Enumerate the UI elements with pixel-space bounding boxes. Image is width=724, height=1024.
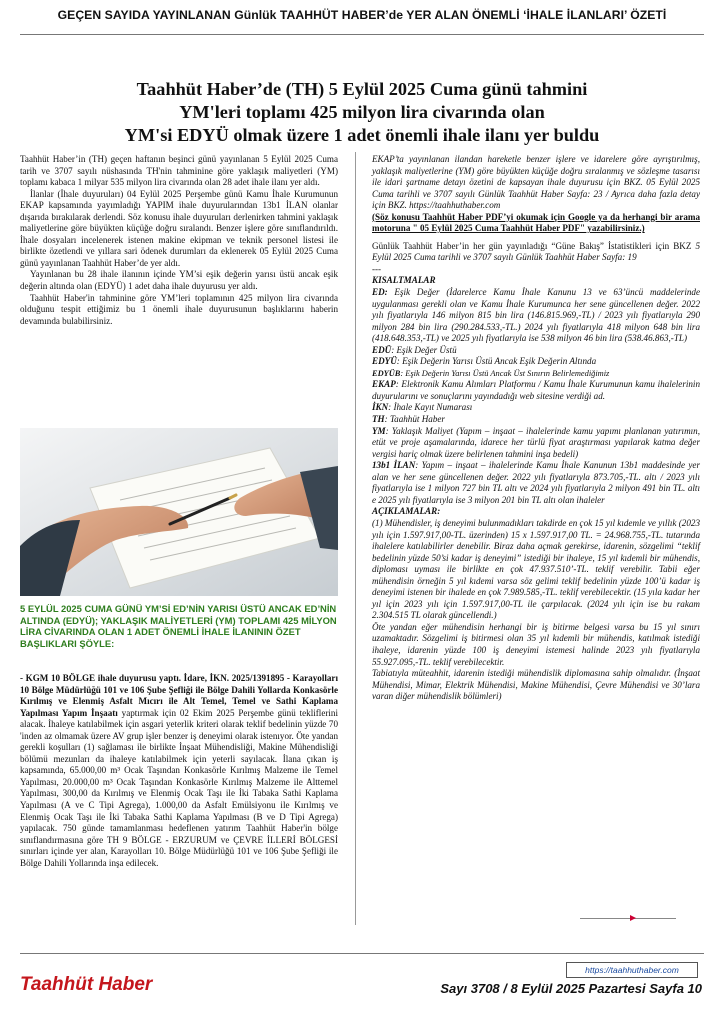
tender-body: yaptırmak için 02 Ekim 2025 Perşembe günü tekliflerini alacak. İhaleye katılabilmek için asgari yeterlik kriteri olarak teklif bedelinin yüzde 70 'inden az olmamak üzere AV grup işler benzer iş deneyimi olarak istenıyor. Öte yandan gerekli koşulları (1) sağlaması ile birlikte İnşaat Mühendisliği, Makine Mühendisliği bölümü mezunları da ihaleye katılabilmek için yeterli sayılacak. İlana çıkan iş kapsamında, 65.000,00 m³ Ocak Taşından Konkasörle Kırılmış Malzeme ile Temel Yapılması, 20.000,00 m³ Ocak Taşından Konkasörle Kırılmış Malzeme ile Alttemel Yapılması, 300,00 da Kırılmış ve Elenmiş Ocak Taşı ile İki Tabaka Sathi Kaplama Yapılması (A ve C Tipi Agrega), 1.000,00 da Asfalt Emülsiyonu ile Kırılmış ve Elenmiş Ocak Taşı ile İki Tabaka Sathi Kaplama Yapılması (B ve D Tipi Agrega) yapılacak. 750 günde tamamlanması hedeflenen yatırım Taahhüt Haber'in bölge sınıflandırmasına göre TH 9 BÖLGE - ERZURUM ve ÇEVRE İLLERİ BÖLGESİ sınırları içinde yer alan, Karayolları 10. Bölge Müdürlüğü 101 ve 106 Şube Şefliği ile Bölge Dahili Yollarında inşa edilecek. — [20, 707, 338, 868]
page-header: GEÇEN SAYIDA YAYINLANAN Günlük TAAHHÜT HABER’de YER ALAN ÖNEMLİ ‘İHALE İLANLARI’ ÖZETİ — [57, 8, 667, 22]
tender-bold-title: - KGM 10 BÖLGE ihale duyurusu yaptı. İdare, İKN. 2025/1391895 - Karayolları 10 Bölge Müdürlüğü 101 ve 106 Şube Şefliği ile Bölge Dahili Yollarda Konkasörle Kırılmış ve Elenmiş Asfalt Mıcırı ile Alt Temel, Temel ve Sathi Kaplama Yapılması Yapım İnşaatı — [20, 673, 338, 718]
column-divider — [355, 152, 356, 925]
abbr-edu-text: : Eşik Değer Üstü — [391, 344, 457, 355]
abbr-ekap-text: : Elektronik Kamu Alımları Platformu / Kamu İhale Kurumunun kamu ihalelerinin duyurularını ve sonuçlarını yayındadığı web sitesine verdiği ad. — [372, 379, 700, 401]
abbr-ed-label: ED: — [372, 287, 388, 298]
gunebakis-normal: Günlük Taahhüt Haber’in her gün yayınladığı “Güne Bakış” İstatistikleri için BKZ — [372, 240, 696, 251]
abbr-ikn-label: İKN — [372, 402, 389, 413]
headline-line-2: YM'leri toplamı 425 milyon lira civarında olan — [179, 102, 545, 122]
headline — [20, 78, 704, 147]
announcements-paragraph: İlanlar (İhale duyuruları) 04 Eylül 2025 Perşembe günü Kamu İhale Kurumunun EKAP kapsamında yayımladığı YAPIM ihale duyurularından 13b1 İLAN olanlar dışarıda bırakılarak derlendi. Söz konusu ihale duyuruları derlenirken tahmini yaklaşık maliyetlerine göre büyükten küçüğe doğru sıralandı. Benzer işlere göre sınıflandırıldı. İhale dosyaları incelenerek istenen makine ekipman ve teknik personel listesi ile birlikte özetlendi ve yıllara sari ödenek durumları da eklenerek 05 Eylül 2025 Cuma günü yayınlanan Taahhüt Haber’de yer aldı. — [20, 188, 338, 268]
handshake-contract-photo — [20, 428, 338, 596]
intro-paragraph: Taahhüt Haber’in (TH) geçen haftanın beşinci günü yayınlanan 5 Eylül 2025 Cuma tarih ve 3707 sayılı nüshasında TH'nin tahminine göre yaklaşık maliyetleri (YM) toplamı kabaca 1 milyar 535 milyon lira civarında olan 28 adet ihale ilanı yer aldı. — [20, 154, 338, 188]
abbr-edyu-text: : Eşik Değerin Yarısı Üstü Ancak Eşik Değerin Altında — [396, 356, 597, 367]
abbr-edu-label: EDÜ — [372, 344, 392, 355]
explanations-heading: AÇIKLAMALAR: — [372, 506, 441, 517]
tender-item — [20, 673, 338, 869]
abbr-ed-text: Eşik Değer (İdarelerce Kamu İhale Kanunu 13 ve 63’üncü maddelerinde uygulanması gerekli olan ve Kamu İhale Kurumunca her sene güncellenen değer. 2022 yılı fiyatlarıyla 146 milyon 815 bin lira (146.815.969,-TL) / 2023 yılı fiyatlarıyla 290 milyon 284 bin lira (290.284.533,-TL.) 2024 yılı fiyatlarıyla 418 milyon 648 bin lira (418.648.353,-TL) ve 2025 yılı fiyatlarıyla ise 538 milyon 46 bin lira (538.46.863,-TL) — [372, 287, 700, 344]
abbr-th-label: TH — [372, 414, 385, 425]
abbr-ikn — [372, 402, 700, 414]
brand-logo: Taahhüt Haber — [20, 974, 153, 995]
website-link[interactable]: https://taahhuthaber.com — [566, 962, 698, 978]
abbr-edyub — [372, 368, 700, 380]
right-column — [372, 154, 700, 703]
abbr-ym — [372, 426, 700, 461]
separator-dashes: --- — [372, 263, 382, 274]
continue-arrow-icon — [630, 915, 636, 921]
abbr-edyu-label: EDYÜ — [372, 356, 397, 367]
abbr-edyub-label: EDYÜB — [372, 368, 401, 378]
abbr-edyu — [372, 356, 700, 368]
header-rule — [20, 34, 704, 35]
summary-paragraph: Taahhüt Haber'in tahminine göre YM’leri toplamının 425 milyon lira civarında olduğunu tespit ettiğimiz bu 1 önemli ihale duyurusunun başlıklarını haberin devamında bulabilirsiniz. — [20, 292, 338, 326]
abbr-13b1-label: 13b1 İLAN — [372, 460, 416, 471]
abbr-th-text: : Taahhüt Haber — [384, 414, 445, 425]
explanation-3: Tabiatıyla müteahhit, idarenin istediği mühendislik diplomasına sahip olmalıdır. (İnşaat Mühendisi, Mimar, Elektrik Mühendisi, Makine Mühendisi, Çevre Mühendisi ve 30’lara varan diğer mühendislik bölümleri) — [372, 668, 700, 702]
abbr-ekap-label: EKAP — [372, 379, 396, 390]
explanation-2: Öte yandan eğer mühendisin herhangi bir iş bitirme belgesi varsa bu 15 yıl sınırı uzamaktadır. Sözgelimi iş bitirmesi olan 35 yıl kıdemli bir mühendis, katılmak istediği ihaleye, idarenin yüzde 100 iş deneyimi istemesi halinde 2023 yılı fiyatlarıyla 55.927.095,-TL. teklif verebilecektir. — [372, 621, 700, 667]
abbr-ym-label: YM — [372, 425, 386, 436]
tender-summary — [20, 673, 338, 869]
abbr-ed — [372, 287, 700, 345]
abbr-ikn-text: : İhale Kayıt Numarası — [388, 402, 473, 413]
issue-info: Sayı 3708 / 8 Eylül 2025 Pazartesi Sayfa 10 — [440, 981, 702, 996]
abbr-th — [372, 414, 700, 426]
headline-line-3: YM'si EDYÜ olmak üzere 1 adet önemli ihale ilanı yer buldu — [124, 125, 600, 145]
headline-line-1: Taahhüt Haber’de (TH) 5 Eylül 2025 Cuma günü tahmini — [136, 79, 588, 99]
google-search-note: (Söz konusu Taahhüt Haber PDF’yi okumak için Google ya da herhangi bir arama motoruna " 05 Eylül 2025 Cuma Taahhüt Haber PDF" yazabilirsiniz.) — [372, 211, 700, 234]
abbr-13b1 — [372, 460, 700, 506]
contract-signing-illustration — [20, 428, 338, 596]
gunebakis-italic: 5 Eylül 2025 Cuma tarihli ve 3707 sayılı Günlük Taahhüt Haber Sayfa: 19 — [372, 240, 700, 263]
abbreviations-heading: KISALTMALAR — [372, 275, 436, 286]
abbr-edyub-text: : Eşik Değerin Yarısı Üstü Ancak Üst Sınırın Belirlemediğimiz — [400, 368, 610, 378]
explanation-1: (1) Mühendisler, iş deneyimi bulunmadıkları takdirde en çok 15 yıl kıdemle ve yıllık (2023 yılı için 1.597.917,00-TL. üzerinden) 15 x 1.597.917,00 TL. = 24.968.755,-TL. tutarında ihalelere katılabilirler denebilir. Biraz daha açmak gerekirse, idarenin, sözgelimi “teklif bedelinin yüzde 50’si kadar iş deneyimi” istediği bir ihaleye, 15 yıl kıdemli bir mühendis, diploması uyması ile birlikte en çok 47.937.510’-TL. teklif verebilir. Tabii eğer mühendisin örneğin 5 yıl kıdemi varsa söz gelimi teklif bedelinin yüzde 100’ü kadar iş deneyimi istenen bir ihalede en çok 7.989.585,-TL. teklif verebilecektir. (15 yıla kadar her yıl için 2023 yılı için 1.597.917,00-TL ile çarpılacak. (2024 yılı için ise bu rakam 2.304.515 TL olarak güncellendi.) — [372, 517, 700, 621]
left-column — [20, 154, 338, 327]
abbr-13b1-text: : Yapım – inşaat – ihalelerinde Kamu İhale Kanunun 13b1 maddesinde yer alan ve her sene güncellenen değer. 2022 yılı fiyatlarıyla 873.705,-TL. altı / 2023 yılı fiyatlarıyla ise 1 milyon 727 bin TL altı ve 2024 yılı fiyatlarıyla 2 milyon 491 bin TL. altı e 2025 yılı fiyatlarıyla ise 3 milyon 201 bin TL altı olan ihaleler — [372, 460, 700, 505]
gunebakis-paragraph — [372, 241, 700, 264]
ekap-paragraph: EKAP’ta yayınlanan ilandan hareketle benzer işlere ve idarelere göre ayrıştırılmış, yaklaşık maliyetlerine (YM) göre büyükten küçüğe doğru sıralanmış ve sözleşme tasarısı ile idari şartname detayı özetini de kapsayan ihale duyurusu için BKZ. 05 Eylül 2025 Cuma tarihli ve 3707 sayılı Günlük Taahhüt Haber Sayfa: 23 / Ayrıca daha fazla detay için BKZ. https://taahhuthaber.com — [372, 154, 700, 211]
abbr-ekap — [372, 379, 700, 402]
footer-rule — [20, 953, 704, 954]
green-section-heading: 5 EYLÜL 2025 CUMA GÜNÜ YM’Sİ ED’NİN YARISI ÜSTÜ ANCAK ED’NİN ALTINDA (EDYÜ); YAKLAŞIK MALİYETLERİ (YM) TOPLAMI 425 MİLYON LİRA CİVARINDA OLAN 1 ADET ÖNEMLİ İHALE İLANININ ÖZET BAŞLIKLARI ŞÖYLE: — [20, 603, 337, 649]
edyu-paragraph: Yayınlanan bu 28 ihale ilanının içinde YM’si eşik değerin yarısı üstü ancak eşik değerin altında olan (EDYÜ) 1 adet daha ihale duyurusu yer aldı. — [20, 269, 338, 292]
abbr-edu — [372, 345, 700, 357]
abbr-ym-text: : Yaklaşık Maliyet (Yapım – inşaat – ihalelerinde kamu yapımı planlanan yatırımın, etüt ve proje aşamalarında, idarece her türlü fiyat araştırması yapılarak katma değer vergisi hariç olmak üzere belirlenen tahmini inşa bedeli) — [372, 425, 700, 459]
continue-line — [580, 918, 676, 919]
